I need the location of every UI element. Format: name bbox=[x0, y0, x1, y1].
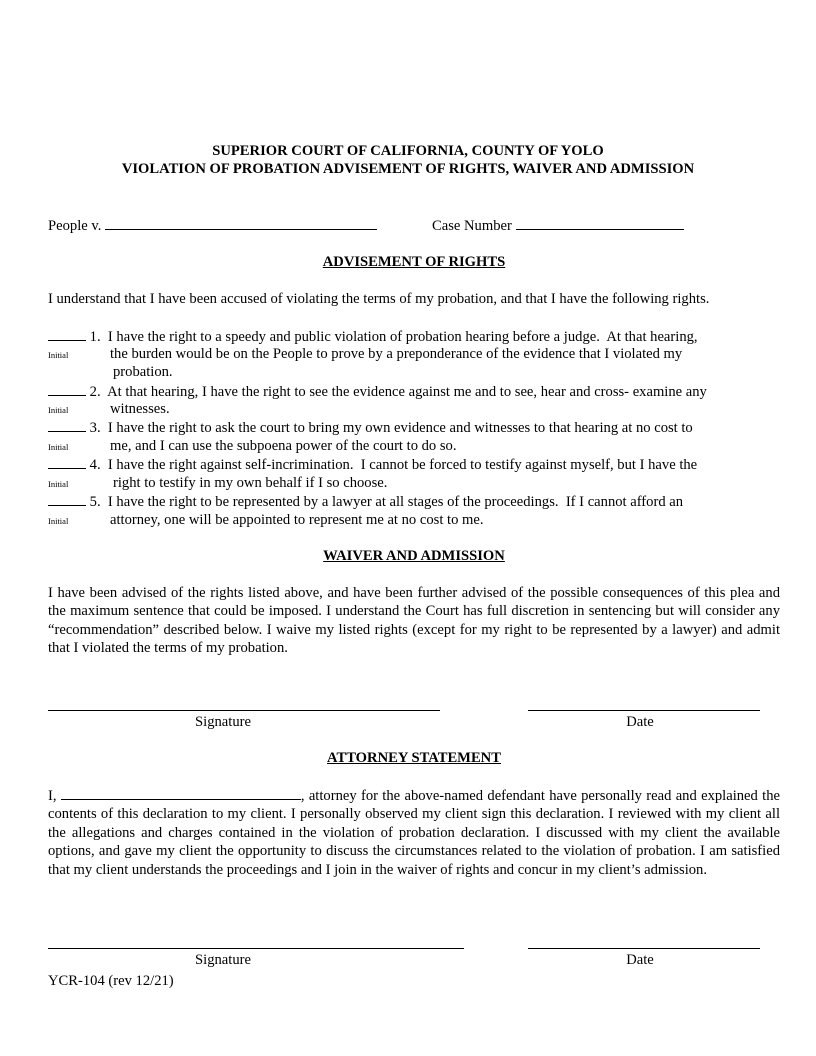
initial-blank[interactable] bbox=[48, 382, 86, 396]
people-label: People v. bbox=[48, 218, 102, 234]
advisement-heading: ADVISEMENT OF RIGHTS bbox=[322, 254, 506, 270]
form-title: VIOLATION OF PROBATION ADVISEMENT OF RIGHTS, WAIVER AND ADMISSION bbox=[121, 161, 695, 177]
right-text-line: probation. bbox=[113, 364, 173, 380]
initial-label: Initial bbox=[48, 350, 69, 360]
attorney-signature-line[interactable] bbox=[48, 948, 464, 949]
right-item: 1. I have the right to a speedy and public violation of probation hearing before a judge. At that hearing, bbox=[48, 327, 698, 346]
advisement-intro: I understand that I have been accused of violating the terms of my probation, and that I have the following rights. bbox=[48, 291, 710, 307]
right-text-line: witnesses. bbox=[110, 401, 170, 417]
court-name: SUPERIOR COURT OF CALIFORNIA, COUNTY OF YOLO bbox=[212, 143, 604, 159]
waiver-heading: WAIVER AND ADMISSION bbox=[323, 548, 505, 564]
defendant-name-blank[interactable] bbox=[105, 216, 377, 230]
defendant-signature-label: Signature bbox=[195, 714, 251, 730]
right-item: 2. At that hearing, I have the right to see the evidence against me and to see, hear and cross- examine any bbox=[48, 382, 707, 401]
right-item: 4. I have the right against self-incrimination. I cannot be forced to testify against myself, but I have the bbox=[48, 455, 697, 474]
case-number-blank[interactable] bbox=[516, 216, 684, 230]
defendant-date-label: Date bbox=[626, 714, 654, 730]
right-text-line: the burden would be on the People to prove by a preponderance of the evidence that I violated my bbox=[110, 346, 683, 362]
initial-blank[interactable] bbox=[48, 455, 86, 469]
case-number-label: Case Number bbox=[432, 218, 512, 234]
attorney-name-blank[interactable] bbox=[61, 786, 301, 800]
initial-blank[interactable] bbox=[48, 492, 86, 506]
waiver-text: I have been advised of the rights listed above, and have been further advised of the possible consequences of this plea and the maximum sentence that could be imposed. I understand the Court has full discretion in sentencing but will consider any “recommendation” described below. I waive my listed rights (except for my right to be represented by a lawyer) and admit that I violated the terms of my probation. bbox=[48, 585, 780, 657]
attorney-signature-label: Signature bbox=[195, 952, 251, 968]
defendant-signature-line[interactable] bbox=[48, 710, 440, 711]
right-item: 3. I have the right to ask the court to bring my own evidence and witnesses to that hearing at no cost to bbox=[48, 418, 693, 437]
initial-label: Initial bbox=[48, 405, 69, 415]
right-item: 5. I have the right to be represented by a lawyer at all stages of the proceedings. If I cannot afford an bbox=[48, 492, 683, 511]
initial-label: Initial bbox=[48, 516, 69, 526]
case-number-field bbox=[432, 216, 684, 235]
right-text-line: right to testify in my own behalf if I so choose. bbox=[113, 475, 388, 491]
right-text-line: attorney, one will be appointed to represent me at no cost to me. bbox=[110, 512, 484, 528]
attorney-date-label: Date bbox=[626, 952, 654, 968]
form-id: YCR-104 (rev 12/21) bbox=[48, 973, 174, 989]
initial-blank[interactable] bbox=[48, 418, 86, 432]
initial-label: Initial bbox=[48, 479, 69, 489]
defendant-date-line[interactable] bbox=[528, 710, 760, 711]
initial-label: Initial bbox=[48, 442, 69, 452]
right-text-line: me, and I can use the subpoena power of the court to do so. bbox=[110, 438, 457, 454]
attorney-date-line[interactable] bbox=[528, 948, 760, 949]
attorney-statement: I, , attorney for the above-named defendant have personally read and explained the contents of this declaration to my client. I personally observed my client sign this declaration. I reviewed with my client all the allegations and charges contained in the violation of probation declaration. I discussed with my client the available options, and gave my client the opportunity to discuss the circumstances related to the violation of probation. I am satisfied that my client understands the proceedings and I join in the waiver of rights and concur in my client’s admission. bbox=[48, 788, 780, 878]
attorney-heading: ATTORNEY STATEMENT bbox=[327, 750, 501, 766]
people-field bbox=[48, 216, 377, 235]
initial-blank[interactable] bbox=[48, 327, 86, 341]
